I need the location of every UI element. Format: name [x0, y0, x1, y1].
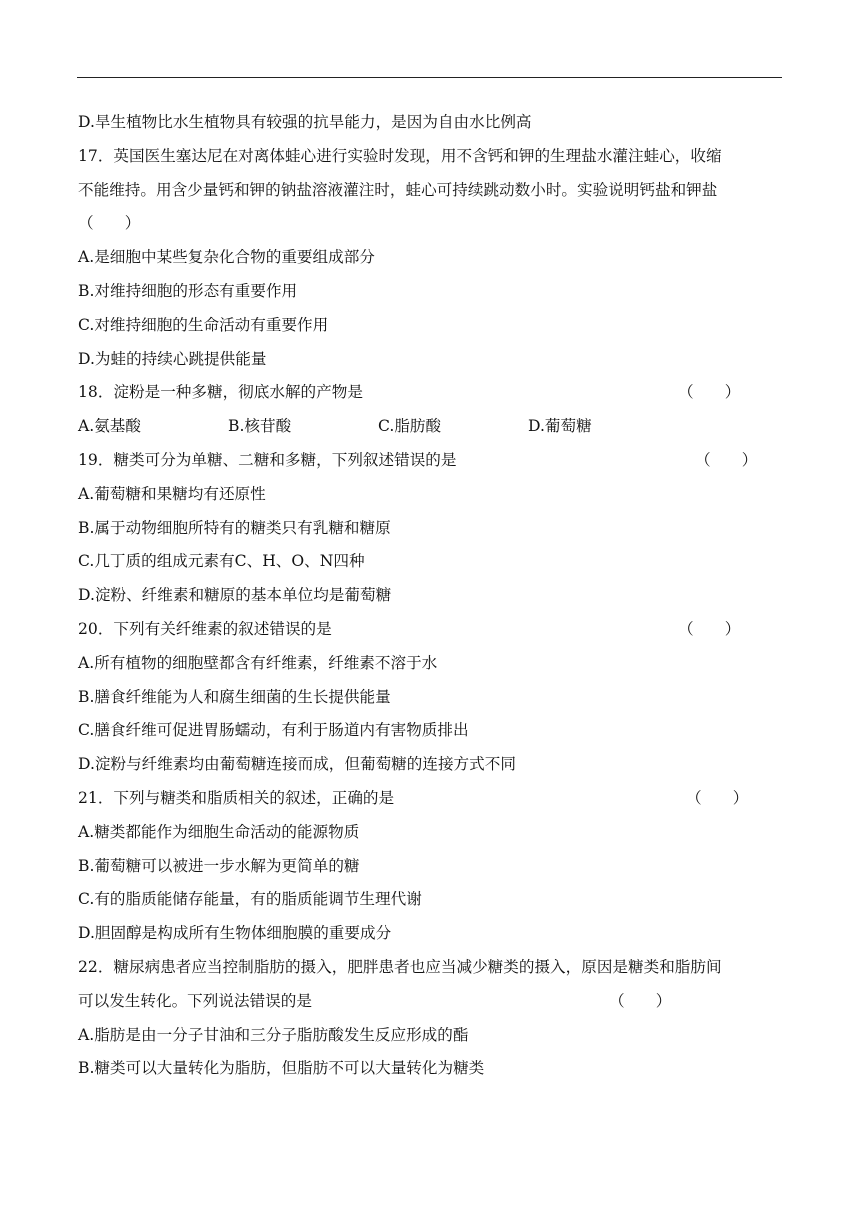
header-rule — [77, 77, 782, 78]
q19-option-a: A.葡萄糖和果糖均有还原性 — [78, 484, 266, 503]
q21-stem: 21．下列与糖类和脂质相关的叙述，正确的是 — [78, 788, 395, 807]
q18-answer-bracket: （ ） — [678, 383, 741, 402]
q18-option-d: D.葡萄糖 — [528, 417, 592, 436]
q21-option-b: B.葡萄糖可以被进一步水解为更简单的糖 — [78, 856, 360, 875]
q22-stem-line-2: 可以发生转化。下列说法错误的是 — [78, 991, 312, 1010]
q20-option-d: D.淀粉与纤维素均由葡萄糖连接而成，但葡萄糖的连接方式不同 — [78, 755, 516, 774]
q20-option-b: B.膳食纤维能为人和腐生细菌的生长提供能量 — [78, 687, 391, 706]
q21-option-a: A.糖类都能作为细胞生命活动的能源物质 — [78, 822, 360, 841]
q19-stem-line — [78, 444, 783, 478]
q21-option-c: C.有的脂质能储存能量，有的脂质能调节生理代谢 — [78, 890, 422, 909]
q19-option-c: C.几丁质的组成元素有C、H、O、N四种 — [78, 552, 365, 571]
q20-option-c: C.膳食纤维可促进胃肠蠕动，有利于肠道内有害物质排出 — [78, 721, 469, 740]
q17-option-a: A.是细胞中某些复杂化合物的重要组成部分 — [78, 248, 375, 267]
q19-stem: 19．糖类可分为单糖、二糖和多糖，下列叙述错误的是 — [78, 450, 457, 469]
q17-stem-line-2: 不能维持。用含少量钙和钾的钠盐溶液灌注时，蛙心可持续跳动数小时。实验说明钙盐和钾盐 — [78, 180, 718, 199]
document-body — [78, 106, 783, 1086]
q17-answer-bracket: （ ） — [78, 214, 141, 233]
q18-options — [78, 410, 783, 444]
q22-option-b: B.糖类可以大量转化为脂肪，但脂肪不可以大量转化为糖类 — [78, 1059, 485, 1078]
q17-stem-line-1: 17．英国医生塞达尼在对离体蛙心进行实验时发现，用不含钙和钾的生理盐水灌注蛙心，收缩 — [78, 146, 722, 165]
q21-option-d: D.胆固醇是构成所有生物体细胞膜的重要成分 — [78, 924, 392, 943]
q17-option-c: C.对维持细胞的生命活动有重要作用 — [78, 315, 329, 334]
q18-option-b: B.核苷酸 — [228, 417, 292, 436]
q19-option-d: D.淀粉、纤维素和糖原的基本单位均是葡萄糖 — [78, 586, 392, 605]
q22-option-a: A.脂肪是由一分子甘油和三分子脂肪酸发生反应形成的酯 — [78, 1025, 469, 1044]
q21-answer-bracket: （ ） — [686, 788, 749, 807]
q18-option-c: C.脂肪酸 — [378, 417, 442, 436]
q20-answer-bracket: （ ） — [678, 619, 741, 638]
q22-stem-line-1: 22．糖尿病患者应当控制脂肪的摄入，肥胖患者也应当减少糖类的摄入，原因是糖类和脂肪间 — [78, 957, 722, 976]
q17-option-b: B.对维持细胞的形态有重要作用 — [78, 281, 298, 300]
q18-option-a: A.氨基酸 — [78, 417, 141, 436]
q18-stem-line — [78, 376, 783, 410]
q17-option-d: D.为蛙的持续心跳提供能量 — [78, 349, 267, 368]
q21-stem-line — [78, 782, 783, 816]
q19-answer-bracket: （ ） — [695, 450, 758, 469]
q19-option-b: B.属于动物细胞所特有的糖类只有乳糖和糖原 — [78, 518, 391, 537]
q20-option-a: A.所有植物的细胞壁都含有纤维素，纤维素不溶于水 — [78, 653, 438, 672]
q18-stem: 18．淀粉是一种多糖，彻底水解的产物是 — [78, 383, 363, 402]
q22-answer-bracket: （ ） — [609, 991, 672, 1010]
q16-option-d: D.旱生植物比水生植物具有较强的抗旱能力，是因为自由水比例高 — [78, 113, 532, 131]
q20-stem-line — [78, 613, 783, 647]
q22-stem-line-2-row — [78, 985, 783, 1019]
q20-stem: 20．下列有关纤维素的叙述错误的是 — [78, 619, 332, 638]
